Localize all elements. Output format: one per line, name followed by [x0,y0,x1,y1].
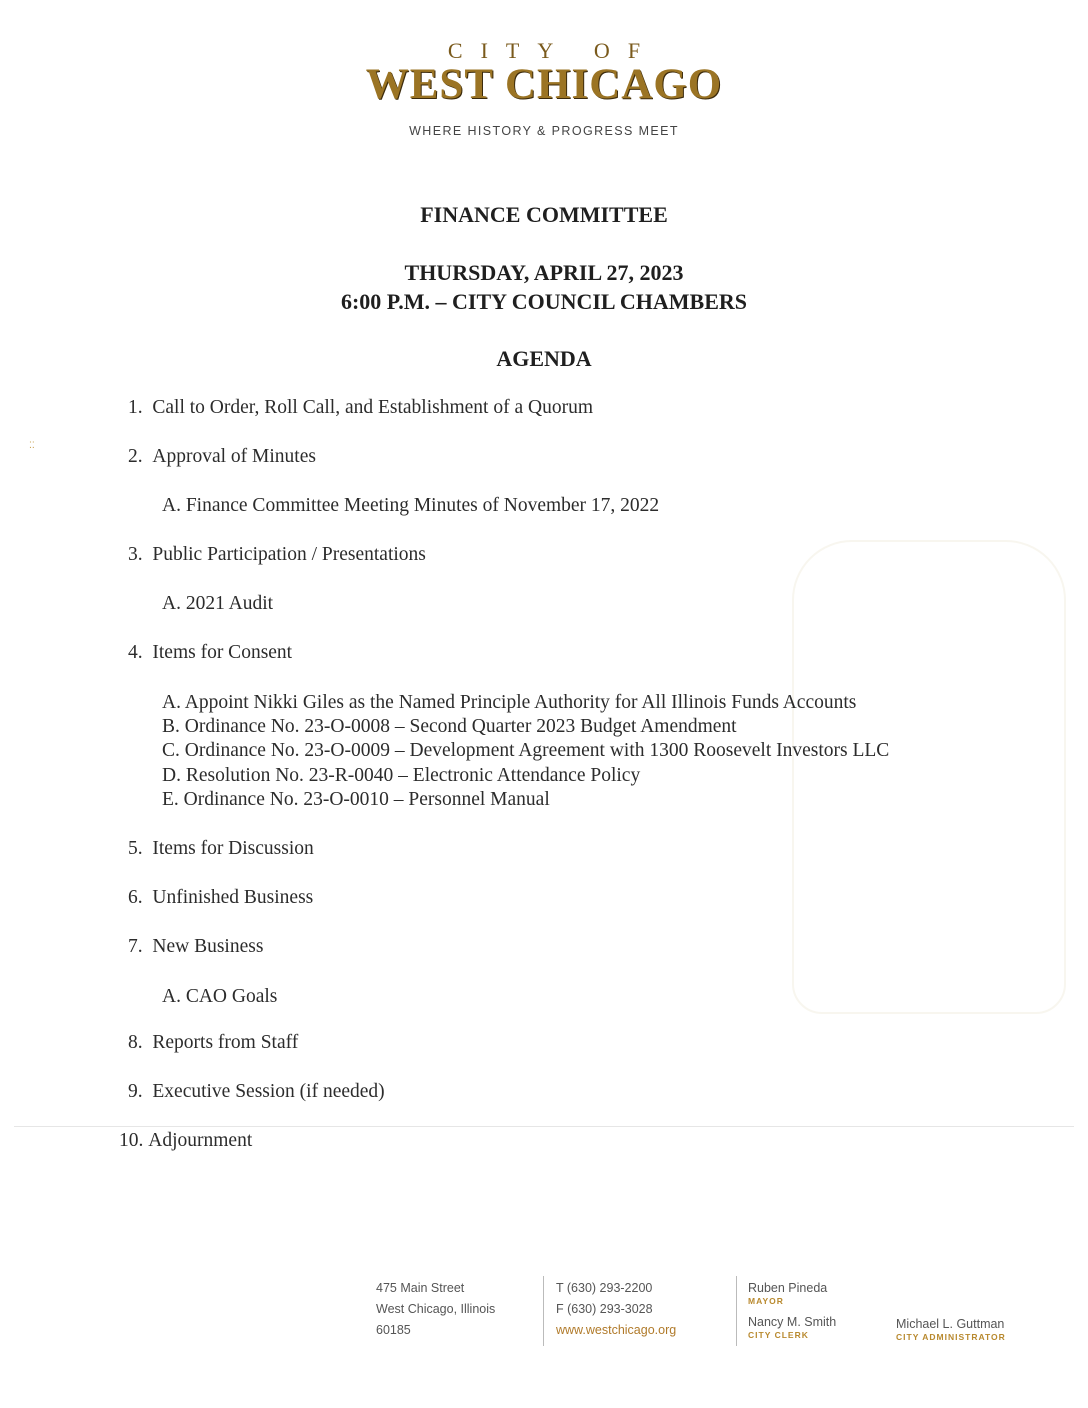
phone-number: T (630) 293-2200 [556,1281,653,1295]
footer-divider [736,1276,737,1346]
agenda-sub-item: A. Appoint Nikki Giles as the Named Principle Authority for All Illinois Funds Accounts [162,692,857,713]
footer-administrator [896,1316,1006,1342]
agenda-sub-item: A. Finance Committee Meeting Minutes of November 17, 2022 [162,495,660,516]
agenda-item: 3. Public Participation / Presentations [128,544,426,565]
agenda-item: 4. Items for Consent [128,642,293,663]
admin-role: CITY ADMINISTRATOR [896,1332,1006,1342]
agenda-item: 8. Reports from Staff [128,1032,299,1053]
agenda-item: 9. Executive Session (if needed) [128,1081,385,1102]
address-street: 475 Main Street [376,1281,465,1295]
agenda-item: 10. Adjournment [119,1130,253,1151]
agenda-item: 6. Unfinished Business [128,887,314,908]
agenda-item: 5. Items for Discussion [128,838,314,859]
agenda-item: 2. Approval of Minutes [128,446,316,467]
website-link[interactable]: www.westchicago.org [556,1323,677,1337]
committee-title: FINANCE COMMITTEE [420,202,668,227]
agenda-sub-item: B. Ordinance No. 23-O-0008 – Second Quarter 2023 Budget Amendment [162,716,737,737]
mayor-role: MAYOR [748,1296,784,1306]
address-zip: 60185 [376,1323,411,1337]
clerk-name: Nancy M. Smith [748,1315,837,1329]
mayor-name: Ruben Pineda [748,1281,828,1295]
footer-divider [543,1276,544,1346]
footer-address [376,1278,495,1341]
agenda-sub-item: E. Ordinance No. 23-O-0010 – Personnel Manual [162,789,550,810]
agenda-sub-item: D. Resolution No. 23-R-0040 – Electronic Attendance Policy [162,765,641,786]
agenda-sub-item: C. Ordinance No. 23-O-0009 – Development Agreement with 1300 Roosevelt Investors LLC [162,740,890,761]
margin-mark: ⁚⁚ [29,440,35,450]
agenda-sub-item: A. CAO Goals [162,986,278,1007]
clerk-role: CITY CLERK [748,1330,809,1340]
agenda-title: AGENDA [496,346,592,371]
fax-number: F (630) 293-3028 [556,1302,653,1316]
admin-name: Michael L. Guttman [896,1317,1005,1331]
agenda-item: 7. New Business [128,936,264,957]
logo-city-name: WEST CHICAGO [365,61,723,108]
meeting-date: THURSDAY, APRIL 27, 2023 [404,260,684,285]
scan-rule [14,1126,1074,1127]
logo-tagline: WHERE HISTORY & PROGRESS MEET [409,124,679,138]
address-city: West Chicago, Illinois [376,1302,496,1316]
logo-city-of: CITY OF [447,38,659,63]
agenda-sub-item: A. 2021 Audit [162,593,274,614]
footer-contact [556,1278,676,1341]
footer-officials [748,1280,836,1340]
meeting-time-place: 6:00 P.M. – CITY COUNCIL CHAMBERS [340,289,747,314]
agenda-item: 1. Call to Order, Roll Call, and Establishment of a Quorum [128,397,593,418]
